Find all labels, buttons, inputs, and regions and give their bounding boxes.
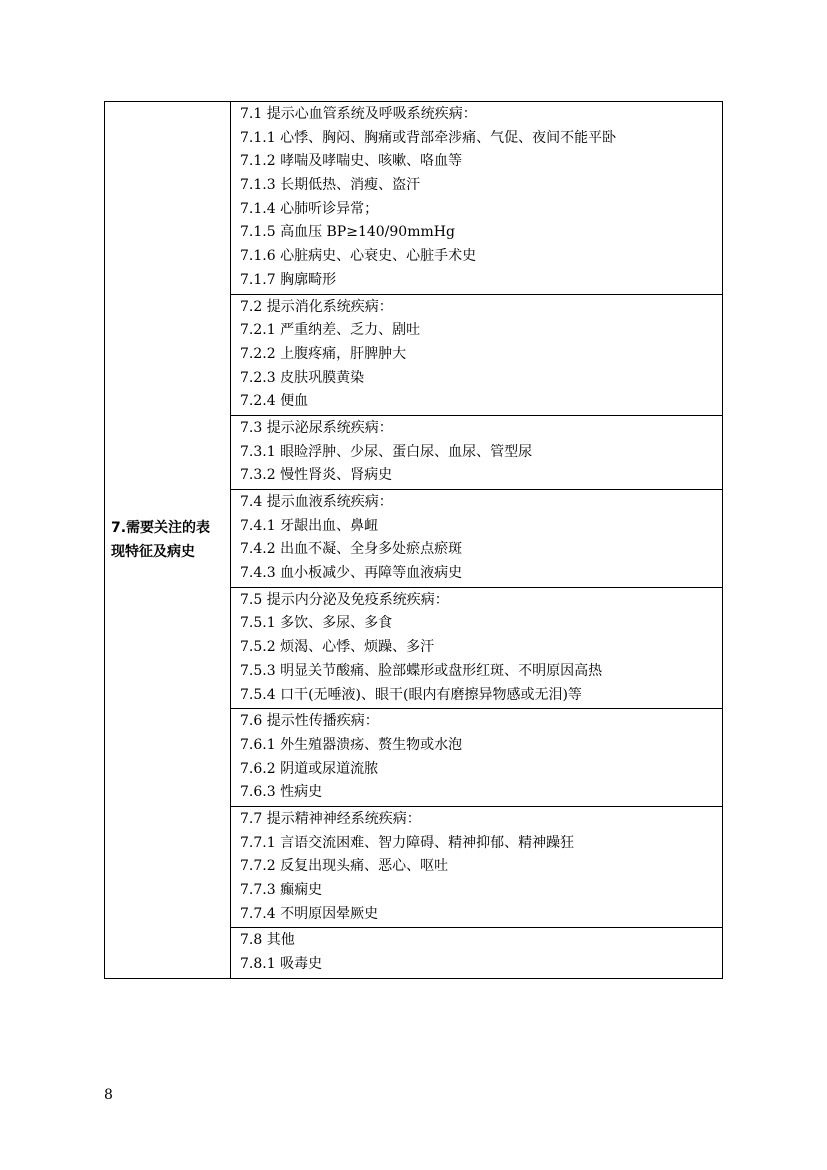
list-item: 7.7.2 反复出现头痛、恶心、呕吐 [240,858,449,875]
list-item: 7.2.1 严重纳差、乏力、剧吐 [240,322,421,339]
list-item: 7.7.1 言语交流困难、智力障碍、精神抑郁、精神躁狂 [240,834,575,851]
section-heading: 7.8 其他 [240,932,295,949]
list-item: 7.7.3 癫痫史 [240,882,323,898]
findings-table [104,101,723,979]
section-cell-7-3 [231,415,723,489]
section-heading: 7.3 提示泌尿系统疾病： [240,419,393,436]
list-item: 7.8.1 吸毒史 [240,956,323,973]
list-item: 7.5.4 口干(无唾液)、眼干(眼内有磨擦异物感或无泪)等 [240,686,582,703]
section-cell-7-8 [231,928,723,978]
list-item: 7.1.3 长期低热、消瘦、盗汗 [240,177,421,194]
list-item: 7.6.1 外生殖器溃疡、赘生物或水泡 [240,736,463,753]
section-heading: 7.1 提示心血管系统及呼吸系统疾病： [240,106,477,122]
list-item: 7.6.2 阴道或尿道流脓 [240,760,379,777]
list-item: 7.1.5 高血压 BP≥140/90mmHg [240,224,455,241]
section-heading: 7.5 提示内分泌及免疫系统疾病： [240,591,449,608]
page-number: 8 [104,1087,113,1103]
list-item: 7.1.2 哮喘及哮喘史、咳嗽、咯血等 [240,153,463,170]
category-cell [105,102,231,979]
list-item: 7.2.3 皮肤巩膜黄染 [240,369,365,386]
section-cell-7-2 [231,294,723,415]
list-item: 7.2.2 上腹疼痛，肝脾肿大 [240,345,407,362]
list-item: 7.3.1 眼睑浮肿、少尿、蛋白尿、血尿、管型尿 [240,443,533,460]
table-row [105,102,723,295]
list-item: 7.5.3 明显关节酸痛、脸部蝶形或盘形红斑、不明原因高热 [240,662,603,679]
list-item: 7.5.1 多饮、多尿、多食 [240,615,393,632]
section-cell-7-6 [231,709,723,807]
list-item: 7.4.2 出血不凝、全身多处瘀点瘀斑 [240,541,463,558]
list-item: 7.4.3 血小板减少、再障等血液病史 [240,565,463,582]
list-item: 7.3.2 慢性肾炎、肾病史 [240,467,393,484]
section-cell-7-5 [231,587,723,708]
section-heading: 7.7 提示精神神经系统疾病： [240,810,421,827]
category-label: 7.需要关注的表现特征及病史 [111,519,211,560]
list-item: 7.4.1 牙龈出血、鼻衄 [240,517,379,534]
list-item: 7.1.4 心肺听诊异常； [240,200,379,217]
list-item: 7.6.3 性病史 [240,784,323,801]
list-item: 7.2.4 便血 [240,393,309,410]
section-heading: 7.2 提示消化系统疾病： [240,298,393,315]
section-cell-7-4 [231,490,723,588]
section-heading: 7.4 提示血液系统疾病： [240,494,393,510]
list-item: 7.1.7 胸廓畸形 [240,271,337,288]
list-item: 7.1.1 心悸、胸闷、胸痛或背部牵涉痛、气促、夜间不能平卧 [240,129,617,146]
list-item: 7.5.2 烦渴、心悸、烦躁、多汗 [240,639,435,656]
section-heading: 7.6 提示性传播疾病： [240,713,379,730]
section-cell-7-7 [231,806,723,927]
list-item: 7.7.4 不明原因晕厥史 [240,905,379,922]
findings-table-body [105,102,723,979]
section-cell-7-1 [231,102,723,295]
list-item: 7.1.6 心脏病史、心衰史、心脏手术史 [240,248,477,265]
